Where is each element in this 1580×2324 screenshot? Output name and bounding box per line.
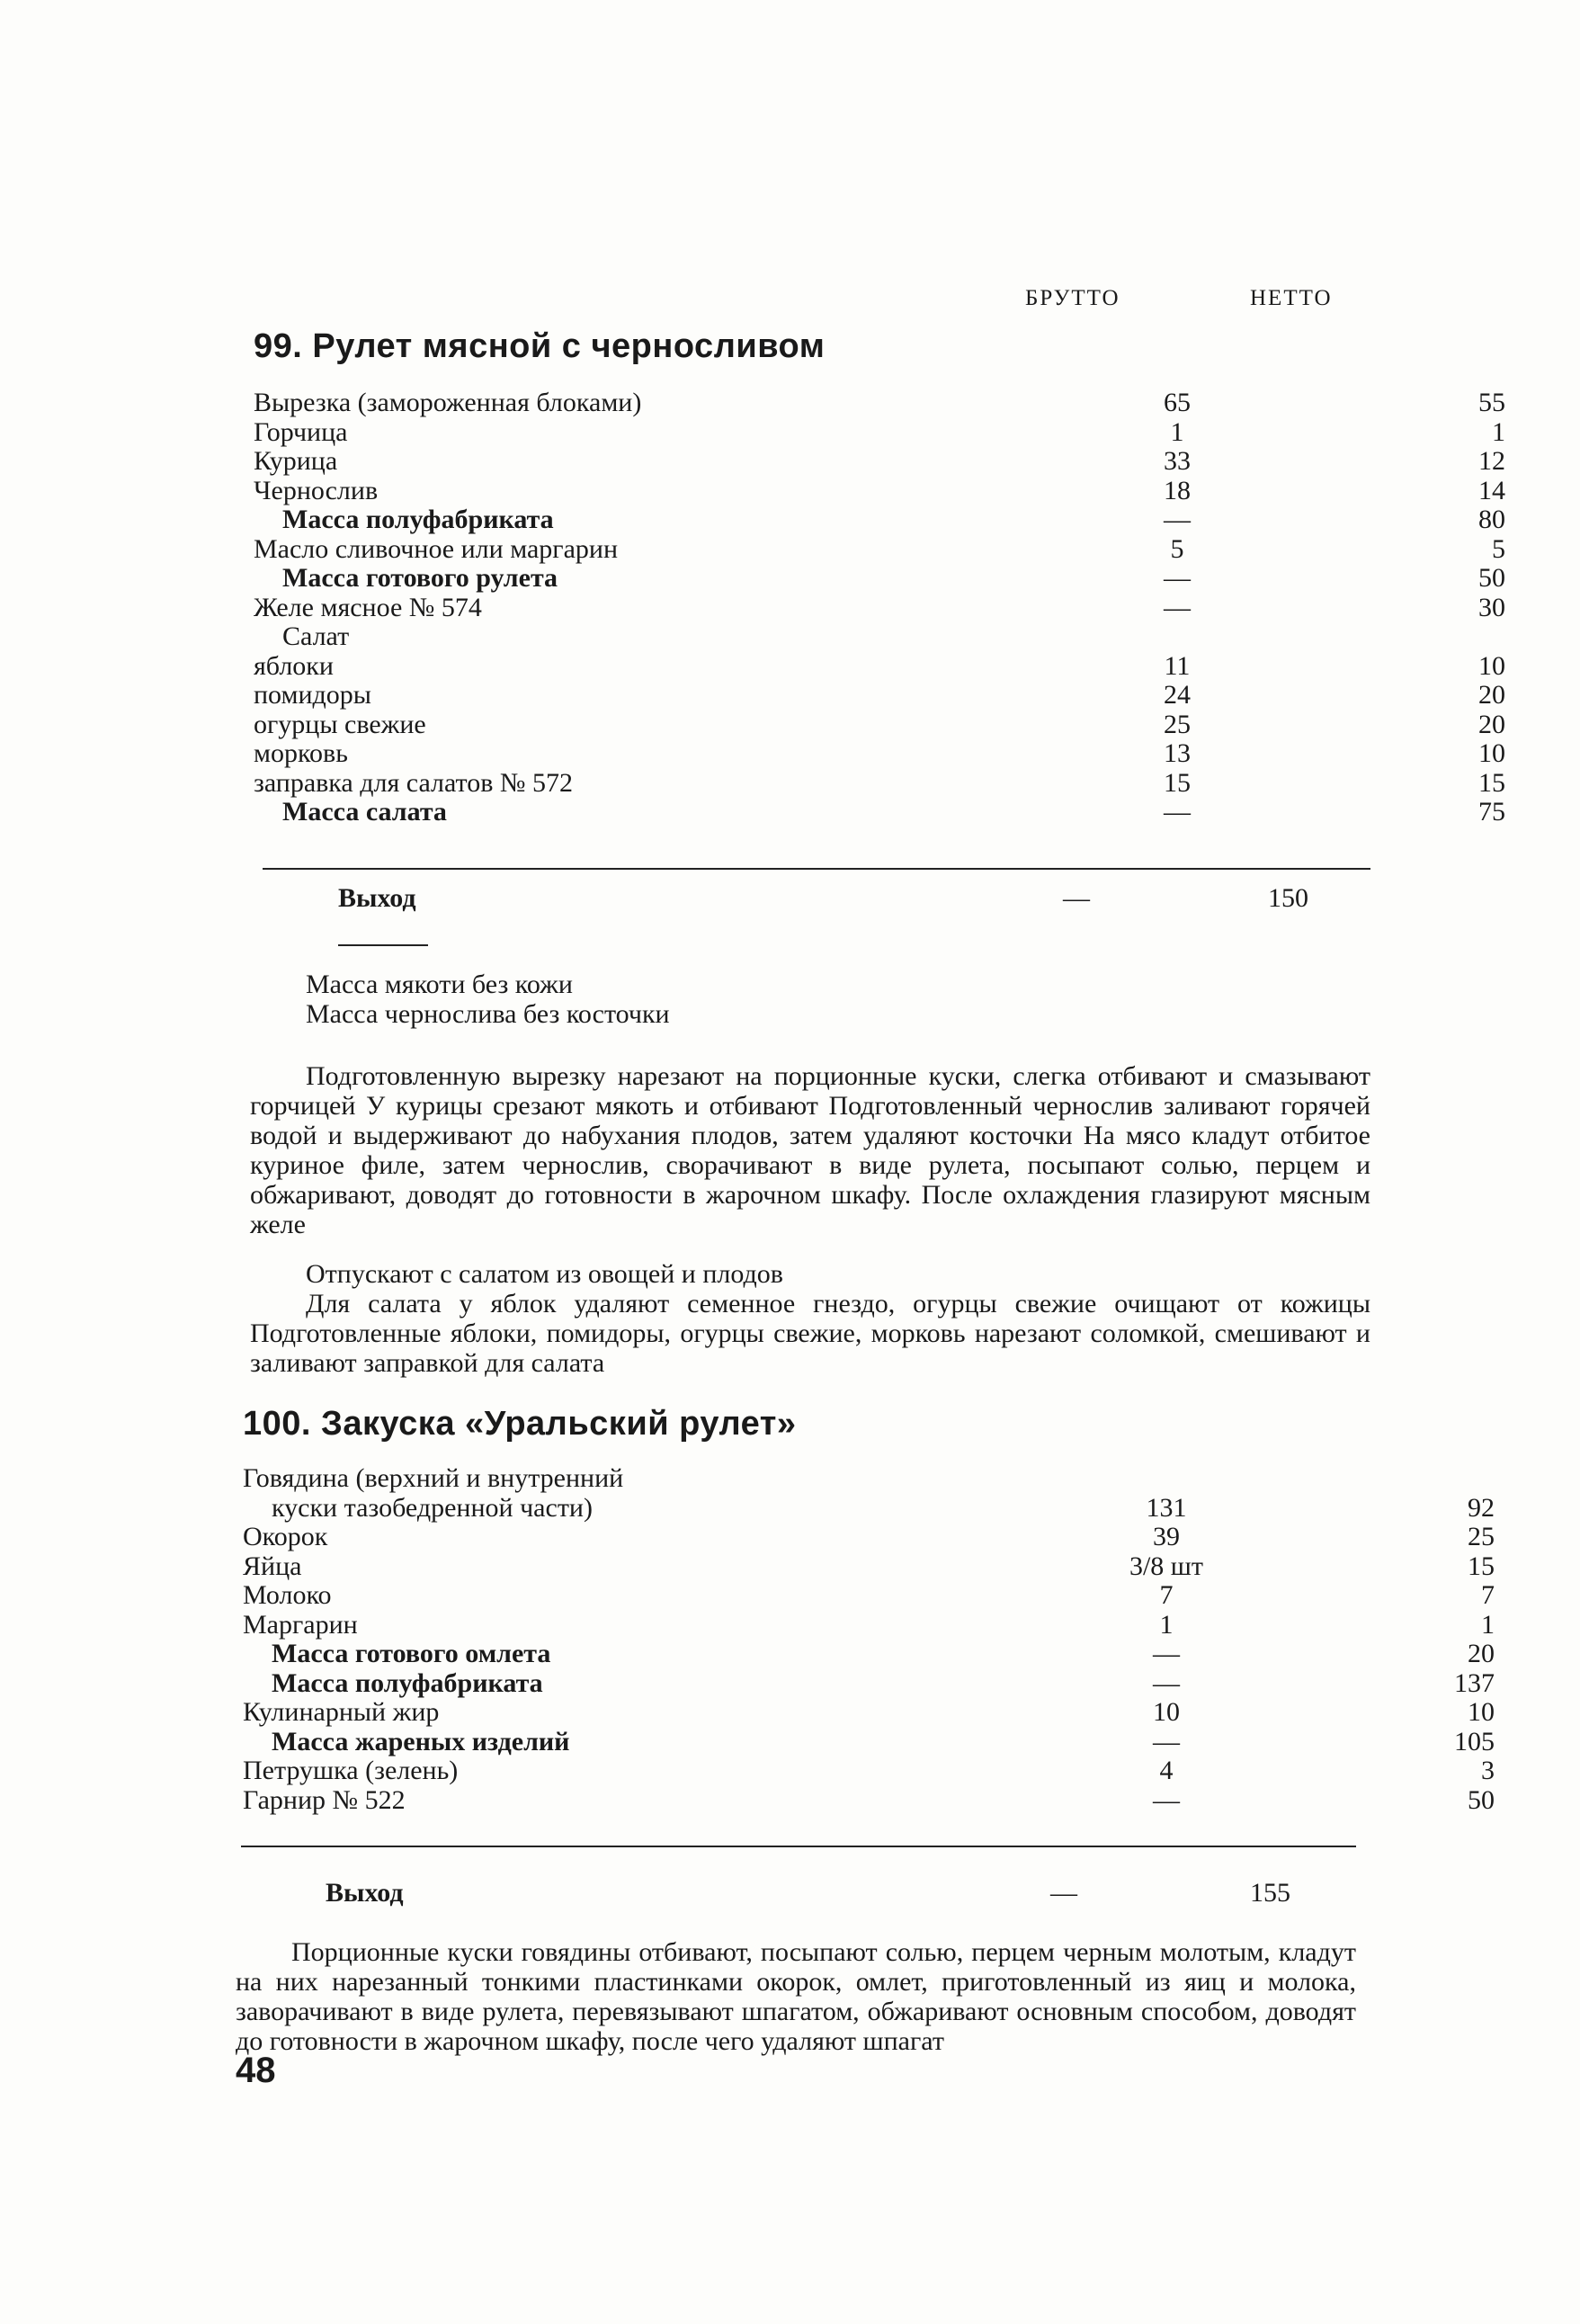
ingredient-row	[254, 447, 1505, 477]
ingredient-brutto: —	[1153, 1784, 1180, 1815]
ingredient-row	[243, 1728, 1495, 1757]
ingredient-name: Горчица	[254, 416, 348, 447]
ingredient-netto: 105	[1454, 1726, 1495, 1756]
ingredient-row	[254, 711, 1505, 740]
ingredient-brutto: —	[1164, 797, 1191, 827]
ingredient-netto: 1	[1481, 1609, 1495, 1640]
recipe-100-method-paragraph: Порционные куски говядины отбивают, посыпают солью, перцем черным молотым, кладут на них нарезанный тонкими пластинками окорок, омлет, приготовленный из яиц и молока, заворачивают в виде рулета, перевязывают шпагатом, обжаривают основным способом, доводят до готовности в жарочном шкафу, после чего удаляют шпагат	[236, 1937, 1356, 2056]
ingredient-brutto: —	[1164, 592, 1191, 622]
ingredient-name: Масса жареных изделий	[272, 1726, 570, 1756]
ingredient-brutto: 15	[1164, 767, 1191, 798]
ingredient-brutto: 7	[1159, 1580, 1174, 1610]
ingredient-name: Масса салата	[282, 797, 447, 827]
ingredient-netto: 12	[1478, 446, 1505, 476]
recipe-100-yield-brutto: —	[1050, 1878, 1077, 1908]
ingredient-row	[243, 1669, 1495, 1699]
page-number: 48	[236, 2051, 276, 2090]
ingredient-brutto: 4	[1159, 1756, 1174, 1785]
recipe-100-ingredients-table	[243, 1464, 1495, 1815]
ingredient-row	[254, 535, 1505, 565]
footnote-2: Масса чернослива без косточки	[306, 999, 670, 1029]
ingredient-netto: 15	[1478, 767, 1505, 798]
ingredient-netto: 80	[1478, 505, 1505, 534]
recipe-100-yield-rule	[241, 1846, 1356, 1847]
ingredient-name: Масло сливочное или маргарин	[254, 533, 619, 564]
ingredient-row	[254, 594, 1505, 623]
ingredient-brutto: 1	[1159, 1609, 1174, 1640]
ingredient-netto: 10	[1478, 738, 1505, 768]
ingredient-name: морковь	[254, 738, 348, 768]
recipe-99-title: 99. Рулет мясной с черносливом	[254, 327, 826, 365]
ingredient-row	[254, 505, 1505, 535]
ingredient-netto: 3	[1481, 1756, 1495, 1785]
ingredient-name: Масса готового рулета	[282, 563, 558, 593]
ingredient-netto: 137	[1454, 1667, 1495, 1698]
ingredient-netto: 10	[1478, 650, 1505, 681]
ingredient-name: Масса полуфабриката	[272, 1667, 543, 1698]
ingredient-netto: 50	[1468, 1784, 1495, 1815]
recipe-100-yield-label: Выход	[326, 1878, 404, 1908]
ingredient-row	[254, 477, 1505, 506]
ingredient-brutto: 24	[1164, 680, 1191, 710]
ingredient-netto: 20	[1478, 709, 1505, 739]
ingredient-netto	[1288, 1464, 1495, 1494]
recipe-100-title: 100. Закуска «Уральский рулет»	[243, 1405, 797, 1443]
ingredient-row	[243, 1581, 1495, 1611]
ingredient-row	[243, 1494, 1495, 1524]
column-header-netto: НЕТТО	[1250, 286, 1333, 310]
ingredient-name: Чернослив	[254, 475, 379, 505]
ingredient-brutto: 13	[1164, 738, 1191, 768]
ingredient-row	[254, 418, 1505, 448]
recipe-100-yield-netto: 155	[1250, 1878, 1290, 1908]
ingredient-netto: 20	[1478, 680, 1505, 710]
ingredient-name: Говядина (верхний и внутренний	[243, 1463, 624, 1493]
ingredient-name: Петрушка (зелень)	[243, 1756, 459, 1785]
recipe-99-serving-paragraph: Отпускают с салатом из овощей и плодов	[306, 1259, 783, 1289]
ingredient-brutto: 10	[1153, 1697, 1180, 1727]
ingredient-netto: 10	[1468, 1697, 1495, 1727]
ingredient-row	[254, 769, 1505, 799]
ingredient-netto: 7	[1481, 1580, 1495, 1610]
ingredient-brutto: 18	[1164, 475, 1191, 505]
ingredient-netto	[1299, 622, 1505, 652]
ingredient-netto: 15	[1468, 1551, 1495, 1581]
ingredient-name: Желе мясное № 574	[254, 592, 482, 622]
ingredient-netto: 14	[1478, 475, 1505, 505]
footnote-divider	[338, 944, 428, 946]
ingredient-name: Салат	[282, 621, 350, 651]
ingredient-name: Кулинарный жир	[243, 1697, 440, 1727]
column-header-brutto: БРУТТО	[1025, 286, 1120, 310]
ingredient-name: Молоко	[243, 1580, 332, 1610]
ingredient-row	[254, 739, 1505, 769]
ingredient-brutto: 65	[1164, 388, 1191, 417]
ingredient-netto: 5	[1492, 533, 1505, 564]
ingredient-name: Вырезка (замороженная блоками)	[254, 388, 642, 417]
ingredient-name: Маргарин	[243, 1609, 358, 1640]
recipe-99-ingredients-table	[254, 389, 1505, 827]
ingredient-row	[243, 1464, 1495, 1494]
recipe-99-salad-paragraph: Для салата у яблок удаляют семенное гнездо, огурцы свежие очищают от кожицы Подготовленные яблоки, помидоры, огурцы свежие, морковь нарезают соломкой, смешивают и заливают заправкой для салата	[250, 1289, 1370, 1378]
ingredient-netto: 50	[1478, 563, 1505, 593]
ingredient-brutto: —	[1164, 505, 1191, 534]
recipe-99-method-paragraph: Подготовленную вырезку нарезают на порционные куски, слегка отбивают и смазывают горчицей У курицы срезают мякоть и отбивают Подготовленный чернослив заливают горячей водой и выдерживают до набухания плодов, затем удаляют косточки На мясо кладут отбитое куриное филе, затем чернослив, сворачивают в виде рулета, посыпают солью, перцем и обжаривают, доводят до готовности в жарочном шкафу. После охлаждения глазируют мясным желе	[250, 1061, 1370, 1239]
ingredient-name: яблоки	[254, 650, 334, 681]
ingredient-row	[254, 622, 1505, 652]
ingredient-row	[243, 1552, 1495, 1582]
ingredient-name: куски тазобедренной части)	[272, 1492, 593, 1523]
ingredient-row	[243, 1640, 1495, 1669]
ingredient-brutto: 33	[1164, 446, 1191, 476]
recipe-99-yield-label: Выход	[338, 883, 416, 913]
ingredient-row	[243, 1523, 1495, 1552]
recipe-99-yield-rule	[263, 868, 1370, 870]
ingredient-name: Яйца	[243, 1551, 302, 1581]
ingredient-brutto	[1056, 622, 1299, 652]
ingredient-brutto: 11	[1164, 650, 1191, 681]
ingredient-brutto: 131	[1146, 1492, 1187, 1523]
ingredient-name: Окорок	[243, 1522, 328, 1551]
ingredient-netto: 92	[1468, 1492, 1495, 1523]
ingredient-netto: 30	[1478, 592, 1505, 622]
ingredient-name: заправка для салатов № 572	[254, 767, 574, 798]
ingredient-row	[243, 1756, 1495, 1786]
ingredient-row	[254, 652, 1505, 682]
ingredient-brutto: —	[1153, 1639, 1180, 1668]
ingredient-netto: 1	[1492, 416, 1505, 447]
ingredient-row	[254, 389, 1505, 418]
ingredient-netto: 20	[1468, 1639, 1495, 1668]
ingredient-row	[254, 564, 1505, 594]
ingredient-brutto: —	[1164, 563, 1191, 593]
recipe-99-yield-netto: 150	[1268, 883, 1308, 913]
ingredient-row	[254, 681, 1505, 711]
ingredient-brutto: —	[1153, 1667, 1180, 1698]
recipe-99-yield-brutto: —	[1063, 883, 1090, 913]
ingredient-name: Масса полуфабриката	[282, 505, 554, 534]
ingredient-netto: 25	[1468, 1522, 1495, 1551]
ingredient-name: Масса готового омлета	[272, 1639, 551, 1668]
ingredient-row	[243, 1611, 1495, 1640]
ingredient-netto: 55	[1478, 388, 1505, 417]
ingredient-brutto: 1	[1170, 416, 1184, 447]
ingredient-brutto: 39	[1153, 1522, 1180, 1551]
ingredient-brutto: 3/8 шт	[1129, 1551, 1204, 1581]
ingredient-row	[243, 1698, 1495, 1728]
ingredient-brutto: —	[1153, 1726, 1180, 1756]
ingredient-brutto	[1045, 1464, 1288, 1494]
ingredient-name: огурцы свежие	[254, 709, 426, 739]
ingredient-name: Курица	[254, 446, 338, 476]
ingredient-row	[254, 798, 1505, 827]
ingredient-brutto: 5	[1170, 533, 1184, 564]
ingredient-brutto: 25	[1164, 709, 1191, 739]
ingredient-netto: 75	[1478, 797, 1505, 827]
ingredient-name: Гарнир № 522	[243, 1784, 406, 1815]
ingredient-name: помидоры	[254, 680, 371, 710]
footnote-1: Масса мякоти без кожи	[306, 970, 573, 999]
ingredient-row	[243, 1786, 1495, 1816]
